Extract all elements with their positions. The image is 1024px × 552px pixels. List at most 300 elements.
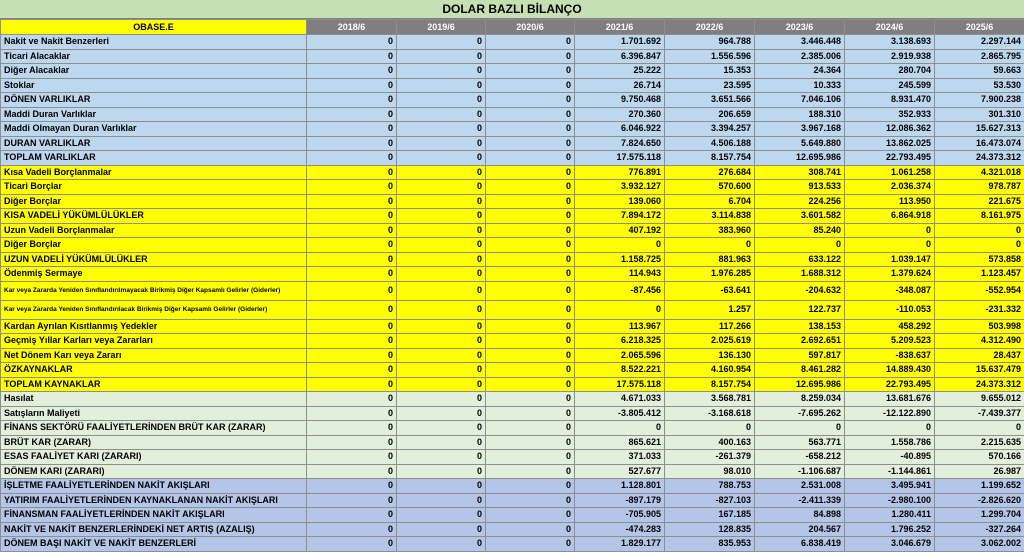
value-cell: 12.695.986 (755, 151, 845, 166)
table-row (1, 363, 1024, 378)
period-header: 2023/6 (755, 20, 845, 35)
value-cell: 1.039.147 (845, 252, 935, 267)
value-cell: 407.192 (575, 223, 665, 238)
value-cell: 3.046.679 (845, 537, 935, 552)
value-cell: 0 (755, 421, 845, 436)
value-cell: 1.257 (665, 300, 755, 319)
period-header: 2019/6 (397, 20, 486, 35)
value-cell: 0 (486, 180, 575, 195)
value-cell: 0 (307, 319, 397, 334)
value-cell: 276.684 (665, 165, 755, 180)
value-cell: 3.062.002 (935, 537, 1024, 552)
value-cell: 1.796.252 (845, 522, 935, 537)
table-row (1, 165, 1024, 180)
value-cell: 0 (397, 348, 486, 363)
value-cell: -261.379 (665, 450, 755, 465)
value-cell: 0 (397, 35, 486, 50)
value-cell: 0 (486, 49, 575, 64)
table-row (1, 35, 1024, 50)
value-cell: 1.061.258 (845, 165, 935, 180)
row-label: ESAS FAALİYET KARI (ZARARI) (1, 450, 307, 465)
value-cell: -474.283 (575, 522, 665, 537)
table-row (1, 450, 1024, 465)
value-cell: 0 (307, 493, 397, 508)
value-cell: 0 (486, 252, 575, 267)
value-cell: 9.750.468 (575, 93, 665, 108)
value-cell: 0 (486, 537, 575, 552)
value-cell: 0 (486, 493, 575, 508)
value-cell: 0 (486, 165, 575, 180)
row-label: DÖNEM KARI (ZARARI) (1, 464, 307, 479)
row-label: Kısa Vadeli Borçlanmalar (1, 165, 307, 180)
value-cell: 188.310 (755, 107, 845, 122)
value-cell: 0 (486, 107, 575, 122)
value-cell: 2.025.619 (665, 334, 755, 349)
value-cell: 2.036.374 (845, 180, 935, 195)
value-cell: 7.894.172 (575, 209, 665, 224)
value-cell: 26.987 (935, 464, 1024, 479)
value-cell: 0 (307, 267, 397, 282)
value-cell: -2.980.100 (845, 493, 935, 508)
value-cell: 0 (307, 377, 397, 392)
value-cell: 0 (397, 209, 486, 224)
value-cell: -897.179 (575, 493, 665, 508)
value-cell: 563.771 (755, 435, 845, 450)
table-row (1, 107, 1024, 122)
value-cell: 8.522.221 (575, 363, 665, 378)
row-label: BRÜT KAR (ZARAR) (1, 435, 307, 450)
value-cell: 16.473.074 (935, 136, 1024, 151)
value-cell: 865.621 (575, 435, 665, 450)
value-cell: 1.158.725 (575, 252, 665, 267)
value-cell: 0 (397, 334, 486, 349)
balance-table (0, 19, 1024, 552)
period-header: 2021/6 (575, 20, 665, 35)
row-label: Diğer Borçlar (1, 194, 307, 209)
value-cell: 0 (486, 508, 575, 523)
value-cell: 0 (486, 450, 575, 465)
value-cell: 2.865.795 (935, 49, 1024, 64)
value-cell: 6.704 (665, 194, 755, 209)
value-cell: 6.838.419 (755, 537, 845, 552)
value-cell: 2.065.596 (575, 348, 665, 363)
value-cell: 0 (307, 392, 397, 407)
value-cell: 308.741 (755, 165, 845, 180)
row-label: Maddi Olmayan Duran Varlıklar (1, 122, 307, 137)
value-cell: 0 (307, 300, 397, 319)
value-cell: 204.567 (755, 522, 845, 537)
value-cell: 0 (486, 194, 575, 209)
value-cell: 0 (575, 300, 665, 319)
table-row (1, 252, 1024, 267)
value-cell: 0 (307, 334, 397, 349)
value-cell: 245.599 (845, 78, 935, 93)
value-cell: -40.895 (845, 450, 935, 465)
value-cell: 24.373.312 (935, 151, 1024, 166)
table-row (1, 377, 1024, 392)
value-cell: 0 (397, 122, 486, 137)
value-cell: 0 (575, 238, 665, 253)
row-label: İŞLETME FAALİYETLERİNDEN NAKİT AKIŞLARI (1, 479, 307, 494)
value-cell: 0 (307, 122, 397, 137)
value-cell: 0 (307, 508, 397, 523)
value-cell: 84.898 (755, 508, 845, 523)
value-cell: 4.321.018 (935, 165, 1024, 180)
value-cell: 17.575.118 (575, 151, 665, 166)
value-cell: 0 (486, 421, 575, 436)
value-cell: 0 (307, 78, 397, 93)
value-cell: 0 (486, 300, 575, 319)
value-cell: 7.046.106 (755, 93, 845, 108)
value-cell: 12.086.362 (845, 122, 935, 137)
value-cell: 0 (397, 165, 486, 180)
value-cell: 13.681.676 (845, 392, 935, 407)
table-row (1, 464, 1024, 479)
row-label: TOPLAM KAYNAKLAR (1, 377, 307, 392)
value-cell: 3.394.257 (665, 122, 755, 137)
value-cell: 8.157.754 (665, 151, 755, 166)
value-cell: 0 (397, 194, 486, 209)
value-cell: -12.122.890 (845, 406, 935, 421)
value-cell: 6.396.847 (575, 49, 665, 64)
value-cell: 0 (486, 136, 575, 151)
value-cell: 3.651.566 (665, 93, 755, 108)
value-cell: 0 (486, 238, 575, 253)
table-row (1, 49, 1024, 64)
value-cell: 0 (397, 64, 486, 79)
value-cell: 978.787 (935, 180, 1024, 195)
value-cell: 0 (486, 363, 575, 378)
value-cell: -7.695.262 (755, 406, 845, 421)
row-label: KISA VADELİ YÜKÜMLÜLÜKLER (1, 209, 307, 224)
value-cell: 0 (307, 238, 397, 253)
value-cell: 0 (665, 238, 755, 253)
value-cell: 7.824.650 (575, 136, 665, 151)
value-cell: 1.976.285 (665, 267, 755, 282)
value-cell: 0 (486, 406, 575, 421)
table-row (1, 64, 1024, 79)
value-cell: 5.209.523 (845, 334, 935, 349)
value-cell: 1.299.704 (935, 508, 1024, 523)
value-cell: 3.114.838 (665, 209, 755, 224)
value-cell: 383.960 (665, 223, 755, 238)
value-cell: 573.858 (935, 252, 1024, 267)
value-cell: 1.128.801 (575, 479, 665, 494)
value-cell: 15.353 (665, 64, 755, 79)
value-cell: 0 (307, 537, 397, 552)
table-row (1, 522, 1024, 537)
value-cell: 8.161.975 (935, 209, 1024, 224)
value-cell: 0 (397, 151, 486, 166)
period-header: 2018/6 (307, 20, 397, 35)
value-cell: 881.963 (665, 252, 755, 267)
value-cell: 400.163 (665, 435, 755, 450)
value-cell: 280.704 (845, 64, 935, 79)
value-cell: 0 (845, 223, 935, 238)
value-cell: 0 (935, 421, 1024, 436)
value-cell: 8.931.470 (845, 93, 935, 108)
table-row (1, 180, 1024, 195)
value-cell: 59.663 (935, 64, 1024, 79)
value-cell: 0 (307, 363, 397, 378)
value-cell: 0 (397, 421, 486, 436)
value-cell: 0 (397, 464, 486, 479)
value-cell: 3.601.582 (755, 209, 845, 224)
value-cell: 25.222 (575, 64, 665, 79)
value-cell: -2.826.620 (935, 493, 1024, 508)
value-cell: 53.530 (935, 78, 1024, 93)
value-cell: 597.817 (755, 348, 845, 363)
period-header: 2020/6 (486, 20, 575, 35)
value-cell: 113.967 (575, 319, 665, 334)
value-cell: 0 (307, 93, 397, 108)
row-label: FİNANSMAN FAALİYETLERİNDEN NAKİT AKIŞLARI (1, 508, 307, 523)
value-cell: 136.130 (665, 348, 755, 363)
row-label: Satışların Maliyeti (1, 406, 307, 421)
row-label: UZUN VADELİ YÜKÜMLÜLÜKLER (1, 252, 307, 267)
value-cell: -231.332 (935, 300, 1024, 319)
value-cell: 24.364 (755, 64, 845, 79)
table-row (1, 392, 1024, 407)
row-label: Stoklar (1, 78, 307, 93)
value-cell: 113.950 (845, 194, 935, 209)
value-cell: 1.199.652 (935, 479, 1024, 494)
value-cell: 1.379.624 (845, 267, 935, 282)
row-label: ÖZKAYNAKLAR (1, 363, 307, 378)
value-cell: 3.967.168 (755, 122, 845, 137)
value-cell: 0 (486, 281, 575, 300)
value-cell: 964.788 (665, 35, 755, 50)
value-cell: 0 (397, 267, 486, 282)
value-cell: 0 (307, 281, 397, 300)
value-cell: 28.437 (935, 348, 1024, 363)
value-cell: 0 (486, 377, 575, 392)
value-cell: 0 (307, 435, 397, 450)
row-label: Nakit ve Nakit Benzerleri (1, 35, 307, 50)
table-row (1, 300, 1024, 319)
value-cell: 0 (486, 64, 575, 79)
value-cell: 2.385.006 (755, 49, 845, 64)
row-label: Kar veya Zararda Yeniden Sınıflandırılacak Birikmiş Diğer Kapsamlı Gelirler (Giderler) (1, 300, 307, 319)
value-cell: 0 (486, 122, 575, 137)
value-cell: 3.932.127 (575, 180, 665, 195)
sheet-title: DOLAR BAZLI BİLANÇO (0, 0, 1024, 19)
period-header: 2024/6 (845, 20, 935, 35)
value-cell: 0 (486, 151, 575, 166)
value-cell: 0 (307, 406, 397, 421)
value-cell: 0 (307, 209, 397, 224)
value-cell: 0 (486, 319, 575, 334)
table-row (1, 348, 1024, 363)
value-cell: 0 (935, 238, 1024, 253)
value-cell: 6.864.918 (845, 209, 935, 224)
value-cell: 0 (307, 64, 397, 79)
value-cell: 17.575.118 (575, 377, 665, 392)
value-cell: 138.153 (755, 319, 845, 334)
value-cell: 458.292 (845, 319, 935, 334)
value-cell: 0 (755, 238, 845, 253)
table-row (1, 406, 1024, 421)
value-cell: -3.805.412 (575, 406, 665, 421)
table-row (1, 435, 1024, 450)
value-cell: 0 (307, 348, 397, 363)
value-cell: 570.166 (935, 450, 1024, 465)
table-row (1, 334, 1024, 349)
table-row (1, 493, 1024, 508)
value-cell: 913.533 (755, 180, 845, 195)
value-cell: 117.266 (665, 319, 755, 334)
value-cell: 0 (397, 537, 486, 552)
row-label: Hasılat (1, 392, 307, 407)
value-cell: 1.688.312 (755, 267, 845, 282)
value-cell: 23.595 (665, 78, 755, 93)
value-cell: 0 (845, 238, 935, 253)
value-cell: 3.138.693 (845, 35, 935, 50)
value-cell: 24.373.312 (935, 377, 1024, 392)
value-cell: 0 (307, 180, 397, 195)
value-cell: 4.160.954 (665, 363, 755, 378)
value-cell: 7.900.238 (935, 93, 1024, 108)
row-label: Net Dönem Karı veya Zararı (1, 348, 307, 363)
value-cell: 0 (397, 508, 486, 523)
value-cell: 167.185 (665, 508, 755, 523)
value-cell: 22.793.495 (845, 377, 935, 392)
row-label: Diğer Alacaklar (1, 64, 307, 79)
value-cell: 85.240 (755, 223, 845, 238)
value-cell: 0 (486, 93, 575, 108)
value-cell: 0 (397, 252, 486, 267)
value-cell: 0 (397, 78, 486, 93)
value-cell: 371.033 (575, 450, 665, 465)
value-cell: 633.122 (755, 252, 845, 267)
row-label: FİNANS SEKTÖRÜ FAALİYETLERİNDEN BRÜT KAR (ZARAR) (1, 421, 307, 436)
value-cell: 0 (307, 421, 397, 436)
value-cell: -838.637 (845, 348, 935, 363)
value-cell: 221.675 (935, 194, 1024, 209)
table-row (1, 136, 1024, 151)
value-cell: 0 (486, 334, 575, 349)
value-cell: 0 (486, 435, 575, 450)
value-cell: 8.157.754 (665, 377, 755, 392)
row-label: Diğer Borçlar (1, 238, 307, 253)
value-cell: -658.212 (755, 450, 845, 465)
table-row (1, 223, 1024, 238)
table-row (1, 151, 1024, 166)
value-cell: 0 (307, 151, 397, 166)
value-cell: 10.333 (755, 78, 845, 93)
value-cell: 0 (397, 49, 486, 64)
value-cell: 0 (575, 421, 665, 436)
value-cell: 3.495.941 (845, 479, 935, 494)
value-cell: 0 (397, 450, 486, 465)
value-cell: 2.692.651 (755, 334, 845, 349)
value-cell: 0 (307, 165, 397, 180)
table-row (1, 281, 1024, 300)
value-cell: 0 (935, 223, 1024, 238)
row-label: DURAN VARLIKLAR (1, 136, 307, 151)
value-cell: 0 (307, 136, 397, 151)
value-cell: 0 (307, 223, 397, 238)
value-cell: 0 (307, 450, 397, 465)
value-cell: -705.905 (575, 508, 665, 523)
value-cell: 15.637.479 (935, 363, 1024, 378)
row-label: Kar veya Zararda Yeniden Sınıflandırılmayacak Birikmiş Diğer Kapsamlı Gelirler (Giderler) (1, 281, 307, 300)
value-cell: 22.793.495 (845, 151, 935, 166)
value-cell: 0 (397, 107, 486, 122)
value-cell: -1.106.687 (755, 464, 845, 479)
value-cell: 0 (397, 392, 486, 407)
value-cell: 114.943 (575, 267, 665, 282)
row-label: Ticari Borçlar (1, 180, 307, 195)
row-label: Uzun Vadeli Borçlanmalar (1, 223, 307, 238)
value-cell: 0 (397, 363, 486, 378)
value-cell: 0 (397, 479, 486, 494)
value-cell: -2.411.339 (755, 493, 845, 508)
period-header: 2025/6 (935, 20, 1024, 35)
value-cell: 0 (307, 479, 397, 494)
value-cell: 0 (397, 180, 486, 195)
value-cell: 3.446.448 (755, 35, 845, 50)
table-row (1, 479, 1024, 494)
value-cell: 0 (486, 348, 575, 363)
value-cell: -3.168.618 (665, 406, 755, 421)
value-cell: 0 (486, 522, 575, 537)
value-cell: 206.659 (665, 107, 755, 122)
value-cell: 301.310 (935, 107, 1024, 122)
value-cell: 0 (307, 464, 397, 479)
value-cell: 1.280.411 (845, 508, 935, 523)
row-label: Kardan Ayrılan Kısıtlanmış Yedekler (1, 319, 307, 334)
table-row (1, 122, 1024, 137)
value-cell: 15.627.313 (935, 122, 1024, 137)
table-body (1, 35, 1024, 552)
value-cell: 352.933 (845, 107, 935, 122)
row-label: Maddi Duran Varlıklar (1, 107, 307, 122)
table-row (1, 319, 1024, 334)
value-cell: 0 (307, 522, 397, 537)
row-label: TOPLAM VARLIKLAR (1, 151, 307, 166)
value-cell: -204.632 (755, 281, 845, 300)
value-cell: 8.259.034 (755, 392, 845, 407)
table-row (1, 238, 1024, 253)
value-cell: 139.060 (575, 194, 665, 209)
table-row (1, 537, 1024, 552)
value-cell: -552.954 (935, 281, 1024, 300)
row-label: Geçmiş Yıllar Karları veya Zararları (1, 334, 307, 349)
value-cell: 0 (397, 136, 486, 151)
value-cell: 0 (397, 493, 486, 508)
value-cell: 12.695.986 (755, 377, 845, 392)
value-cell: 4.506.188 (665, 136, 755, 151)
value-cell: 14.889.430 (845, 363, 935, 378)
value-cell: 0 (397, 93, 486, 108)
value-cell: 0 (307, 35, 397, 50)
value-cell: 0 (845, 421, 935, 436)
value-cell: 0 (665, 421, 755, 436)
value-cell: 1.558.786 (845, 435, 935, 450)
value-cell: 0 (486, 392, 575, 407)
value-cell: 570.600 (665, 180, 755, 195)
value-cell: 835.953 (665, 537, 755, 552)
value-cell: 6.218.325 (575, 334, 665, 349)
value-cell: 26.714 (575, 78, 665, 93)
header-row (1, 20, 1024, 35)
value-cell: 3.568.781 (665, 392, 755, 407)
value-cell: 1.829.177 (575, 537, 665, 552)
value-cell: 9.655.012 (935, 392, 1024, 407)
value-cell: 6.046.922 (575, 122, 665, 137)
row-label: Ticari Alacaklar (1, 49, 307, 64)
